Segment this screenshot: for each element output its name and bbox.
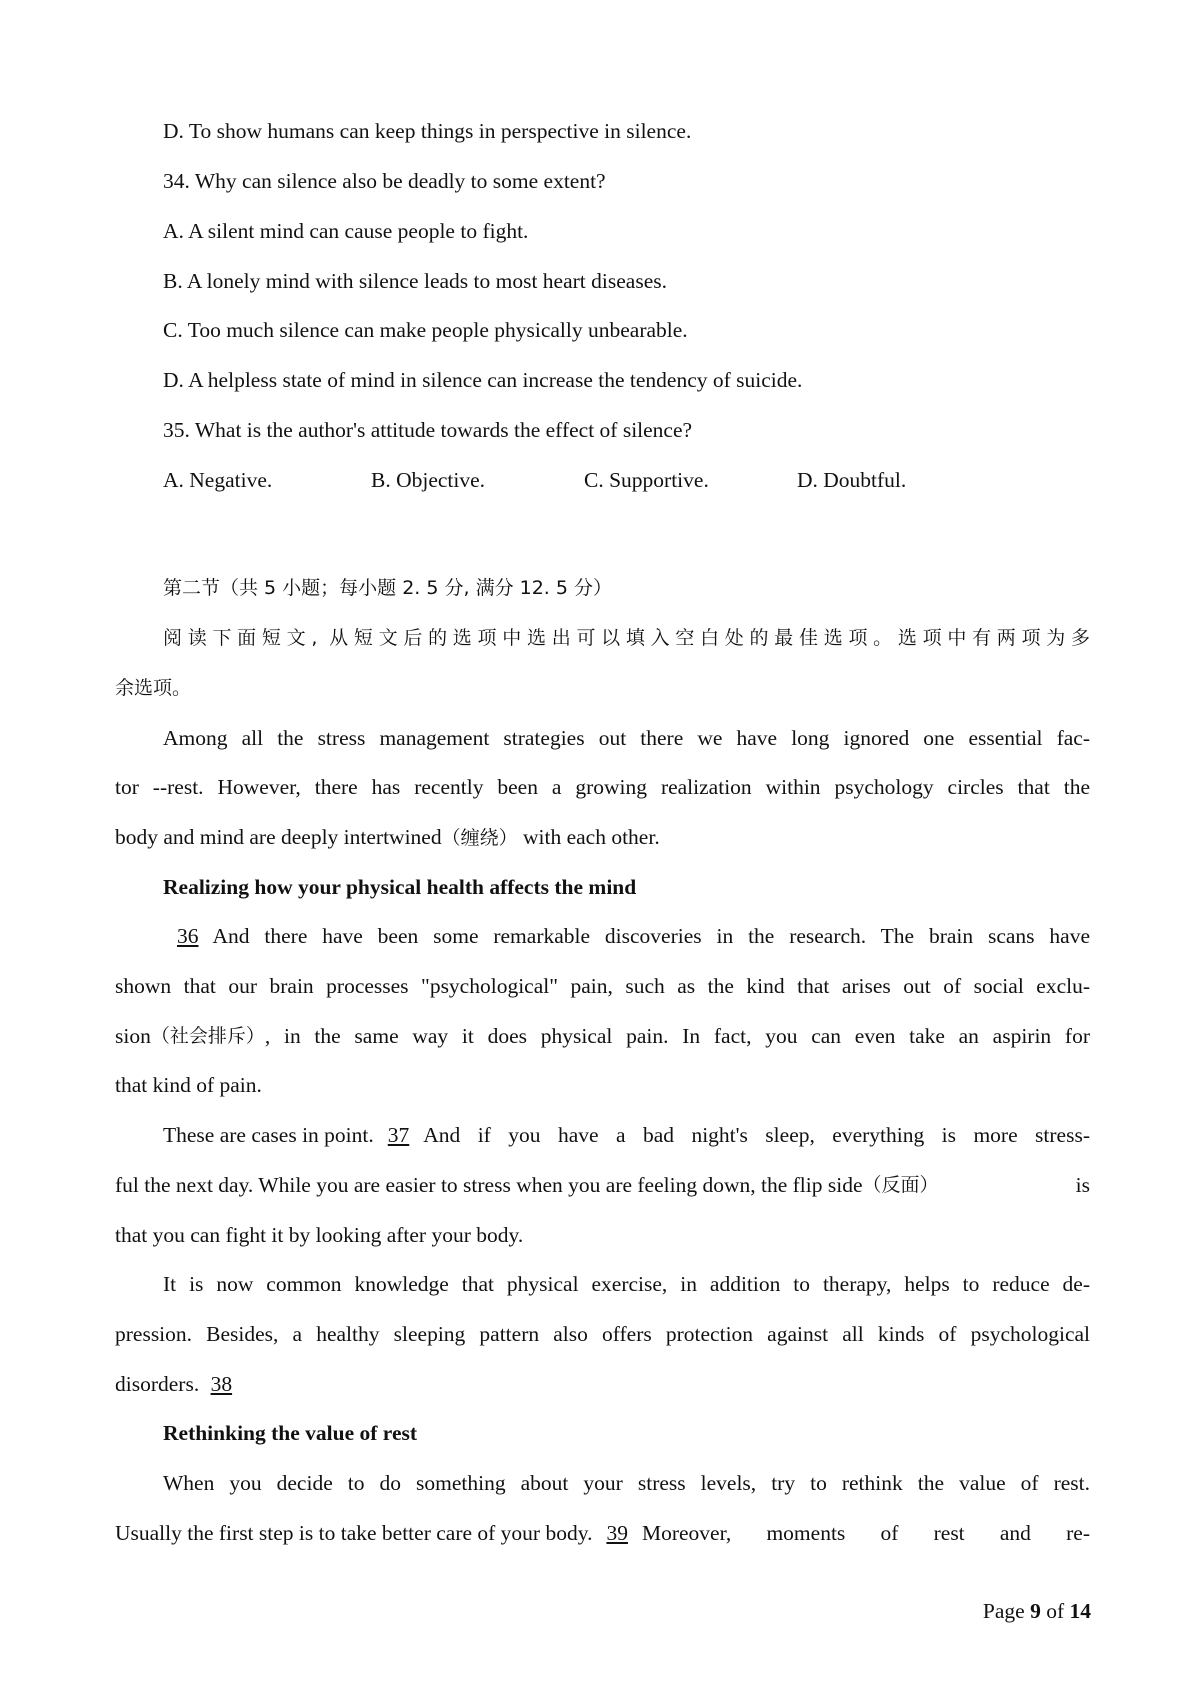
- passage-p5-line2: Usually the first step is to take better care of your body. 39 Moreover, moments of rest and re-: [115, 1521, 1090, 1545]
- gloss-flip-side: （反面）: [862, 1174, 939, 1196]
- gloss-social-exclusion: （社会排斥）: [150, 1025, 265, 1047]
- passage-p3-line2: ful the next day. While you are easier to stress when you are feeling down, the flip side （反面） is: [115, 1173, 1090, 1197]
- section2-instructions-line1: 阅读下面短文, 从短文后的选项中选出可以填入空白处的最佳选项。选项中有两项为多: [163, 627, 1090, 649]
- q34-question: 34. Why can silence also be deadly to some extent?: [163, 169, 606, 193]
- gloss-intertwined: （缠绕）: [441, 827, 518, 849]
- passage-p3-line1: These are cases in point. 37 And if you have a bad night's sleep, everything is more stress-: [163, 1123, 1090, 1147]
- q35-option-b: B. Objective.: [371, 468, 486, 492]
- passage-p1-line1: Among all the stress management strategies out there we have long ignored one essential fac-: [163, 726, 1090, 750]
- passage-p1-line2: tor --rest. However, there has recently been a growing realization within psychology circles that the: [115, 775, 1090, 799]
- section2-instructions-line2: 余选项。: [115, 677, 192, 699]
- heading-rethinking-rest: Rethinking the value of rest: [163, 1421, 418, 1445]
- page-number: Page 9 of 14: [982, 1599, 1091, 1623]
- blank-39: 39: [606, 1521, 628, 1545]
- q35-option-d: D. Doubtful.: [797, 468, 907, 492]
- q34-option-d: D. A helpless state of mind in silence can increase the tendency of suicide.: [163, 368, 803, 392]
- q35-question: 35. What is the author's attitude towards the effect of silence?: [163, 418, 693, 442]
- q33-option-d: D. To show humans can keep things in perspective in silence.: [163, 119, 692, 143]
- q35-option-c: C. Supportive.: [584, 468, 709, 492]
- passage-p2-line1: 36 And there have been some remarkable discoveries in the research. The brain scans have: [163, 922, 1090, 950]
- passage-p2-line2: shown that our brain processes "psychological" pain, such as the kind that arises out of social exclu-: [115, 974, 1090, 998]
- passage-p3-line3: that you can fight it by looking after your body.: [115, 1223, 524, 1247]
- blank-37: 37: [387, 1123, 410, 1147]
- blank-36: 36: [177, 924, 199, 948]
- passage-p4-line2: pression. Besides, a healthy sleeping pattern also offers protection against all kinds of psychological: [115, 1322, 1090, 1346]
- q35-option-a: A. Negative.: [163, 468, 273, 492]
- q34-option-c: C. Too much silence can make people physically unbearable.: [163, 318, 688, 342]
- passage-p1-line3: body and mind are deeply intertwined（缠绕） with each other.: [115, 825, 660, 849]
- blank-38: 38: [210, 1372, 233, 1396]
- section2-header: 第二节（共 5 小题；每小题 2. 5 分, 满分 12. 5 分）: [163, 577, 613, 599]
- heading-physical-health: Realizing how your physical health affects the mind: [163, 875, 637, 899]
- q34-option-a: A. A silent mind can cause people to fight.: [163, 219, 529, 243]
- passage-p4-line1: It is now common knowledge that physical exercise, in addition to therapy, helps to reduce de-: [163, 1272, 1090, 1296]
- passage-p2-line3: sion （社会排斥） , in the same way it does physical pain. In fact, you can even take an aspirin for: [115, 1024, 1090, 1048]
- passage-p4-line3: disorders. 38: [115, 1372, 233, 1396]
- q34-option-b: B. A lonely mind with silence leads to most heart diseases.: [163, 269, 667, 293]
- passage-p5-line1: When you decide to do something about your stress levels, try to rethink the value of rest.: [163, 1471, 1090, 1495]
- passage-p2-line4: that kind of pain.: [115, 1073, 262, 1097]
